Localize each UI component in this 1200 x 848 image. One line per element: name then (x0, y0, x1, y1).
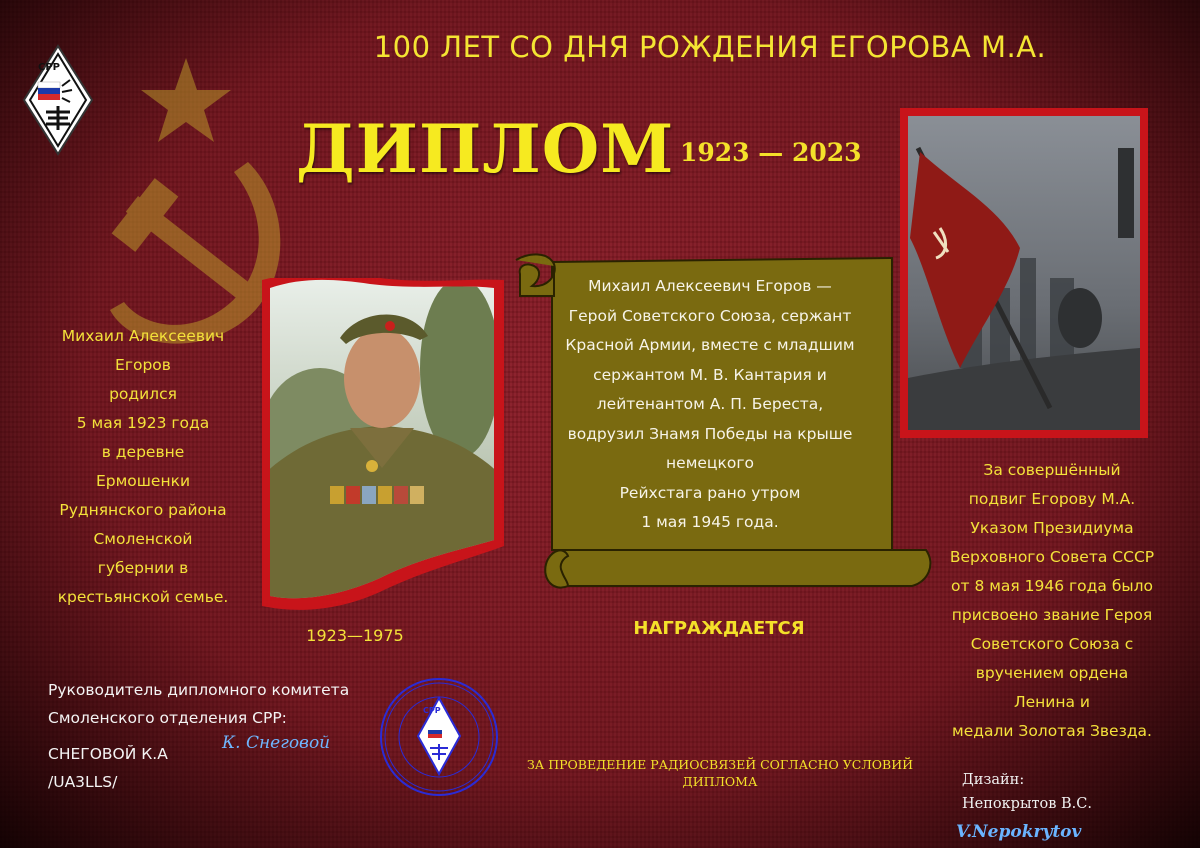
bio-line: медали Золотая Звезда. (952, 722, 1152, 740)
bio-line: Михаил Алексеевич (61, 327, 225, 345)
committee-title (48, 676, 378, 732)
designer-signature: V.Nepokrytov (956, 822, 1082, 842)
scroll-text (548, 272, 872, 538)
bio-line: Ленина и (1013, 693, 1091, 711)
bio-line: присвоено звание Героя (951, 606, 1153, 624)
chair-callsign: /UA3LLS/ (48, 773, 118, 791)
victory-banner-painting (900, 108, 1148, 438)
headline-title: 100 ЛЕТ СО ДНЯ РОЖДЕНИЯ ЕГОРОВА М.А. (373, 30, 1047, 64)
anniversary-years: 1923 — 2023 (680, 138, 862, 167)
official-stamp-icon (378, 676, 500, 798)
designer-label: Дизайн: (962, 772, 1025, 788)
bio-line: в деревне (101, 443, 185, 461)
bio-line: Руднянского района (59, 501, 227, 519)
committee-line: Смоленского отделения СРР: (48, 709, 287, 727)
bio-line: 5 мая 1923 года (76, 414, 210, 432)
chair-signature: К. Снеговой (222, 733, 331, 753)
scroll-line: немецкого (666, 454, 754, 472)
scroll-line: сержантом М. В. Кантария и (593, 365, 827, 384)
bio-line: Егоров (115, 356, 171, 374)
condition-line: ДИПЛОМА (682, 774, 758, 789)
star-icon (141, 58, 231, 142)
scroll-line: лейтенантом А. П. Береста, (596, 395, 824, 413)
stamp-text: СРР (423, 706, 441, 715)
portrait-photo (260, 278, 504, 612)
bio-line: За совершённый (983, 461, 1121, 479)
chair-name: СНЕГОВОЙ К.А (48, 745, 168, 763)
bio-line: родился (109, 385, 177, 403)
designer-name: Непокрытов В.С. (962, 796, 1092, 812)
scroll-line: Герой Советского Союза, сержант (568, 306, 852, 325)
scroll-line: Михаил Алексеевич Егоров — (588, 277, 832, 295)
award-condition (520, 756, 920, 790)
committee-line: Руководитель дипломного комитета (48, 681, 350, 699)
right-biography (936, 456, 1168, 746)
bio-line: Указом Президиума (970, 519, 1134, 537)
scroll-line: водрузил Знамя Победы на крыше (567, 424, 853, 443)
bio-line: Верховного Совета СССР (949, 548, 1155, 566)
scroll-line: Рейхстага рано утром (619, 483, 801, 502)
lifespan-years: 1923—1975 (306, 626, 404, 645)
award-label: НАГРАЖДАЕТСЯ (633, 618, 805, 639)
srr-logo-text: СРР (38, 62, 60, 73)
srr-logo-icon (22, 44, 94, 156)
bio-line: вручением ордена (975, 664, 1129, 682)
committee-chair (48, 740, 168, 796)
bio-line: губернии в (97, 559, 189, 577)
bio-line: подвиг Егорову М.А. (968, 490, 1136, 508)
left-biography (38, 322, 248, 612)
bio-line: Советского Союза с (970, 635, 1134, 653)
scroll-line: 1 мая 1945 года. (641, 513, 779, 531)
bio-line: Смоленской (93, 530, 193, 548)
scroll-line: Красной Армии, вместе с младшим (565, 336, 855, 354)
bio-line: от 8 мая 1946 года было (951, 577, 1153, 595)
condition-line: ЗА ПРОВЕДЕНИЕ РАДИОСВЯЗЕЙ СОГЛАСНО УСЛОВИЙ (526, 757, 914, 772)
diploma-title: ДИПЛОМ (296, 110, 675, 188)
designer-credit (962, 768, 1092, 816)
bio-line: крестьянской семье. (57, 588, 229, 606)
bio-line: Ермошенки (95, 472, 191, 490)
